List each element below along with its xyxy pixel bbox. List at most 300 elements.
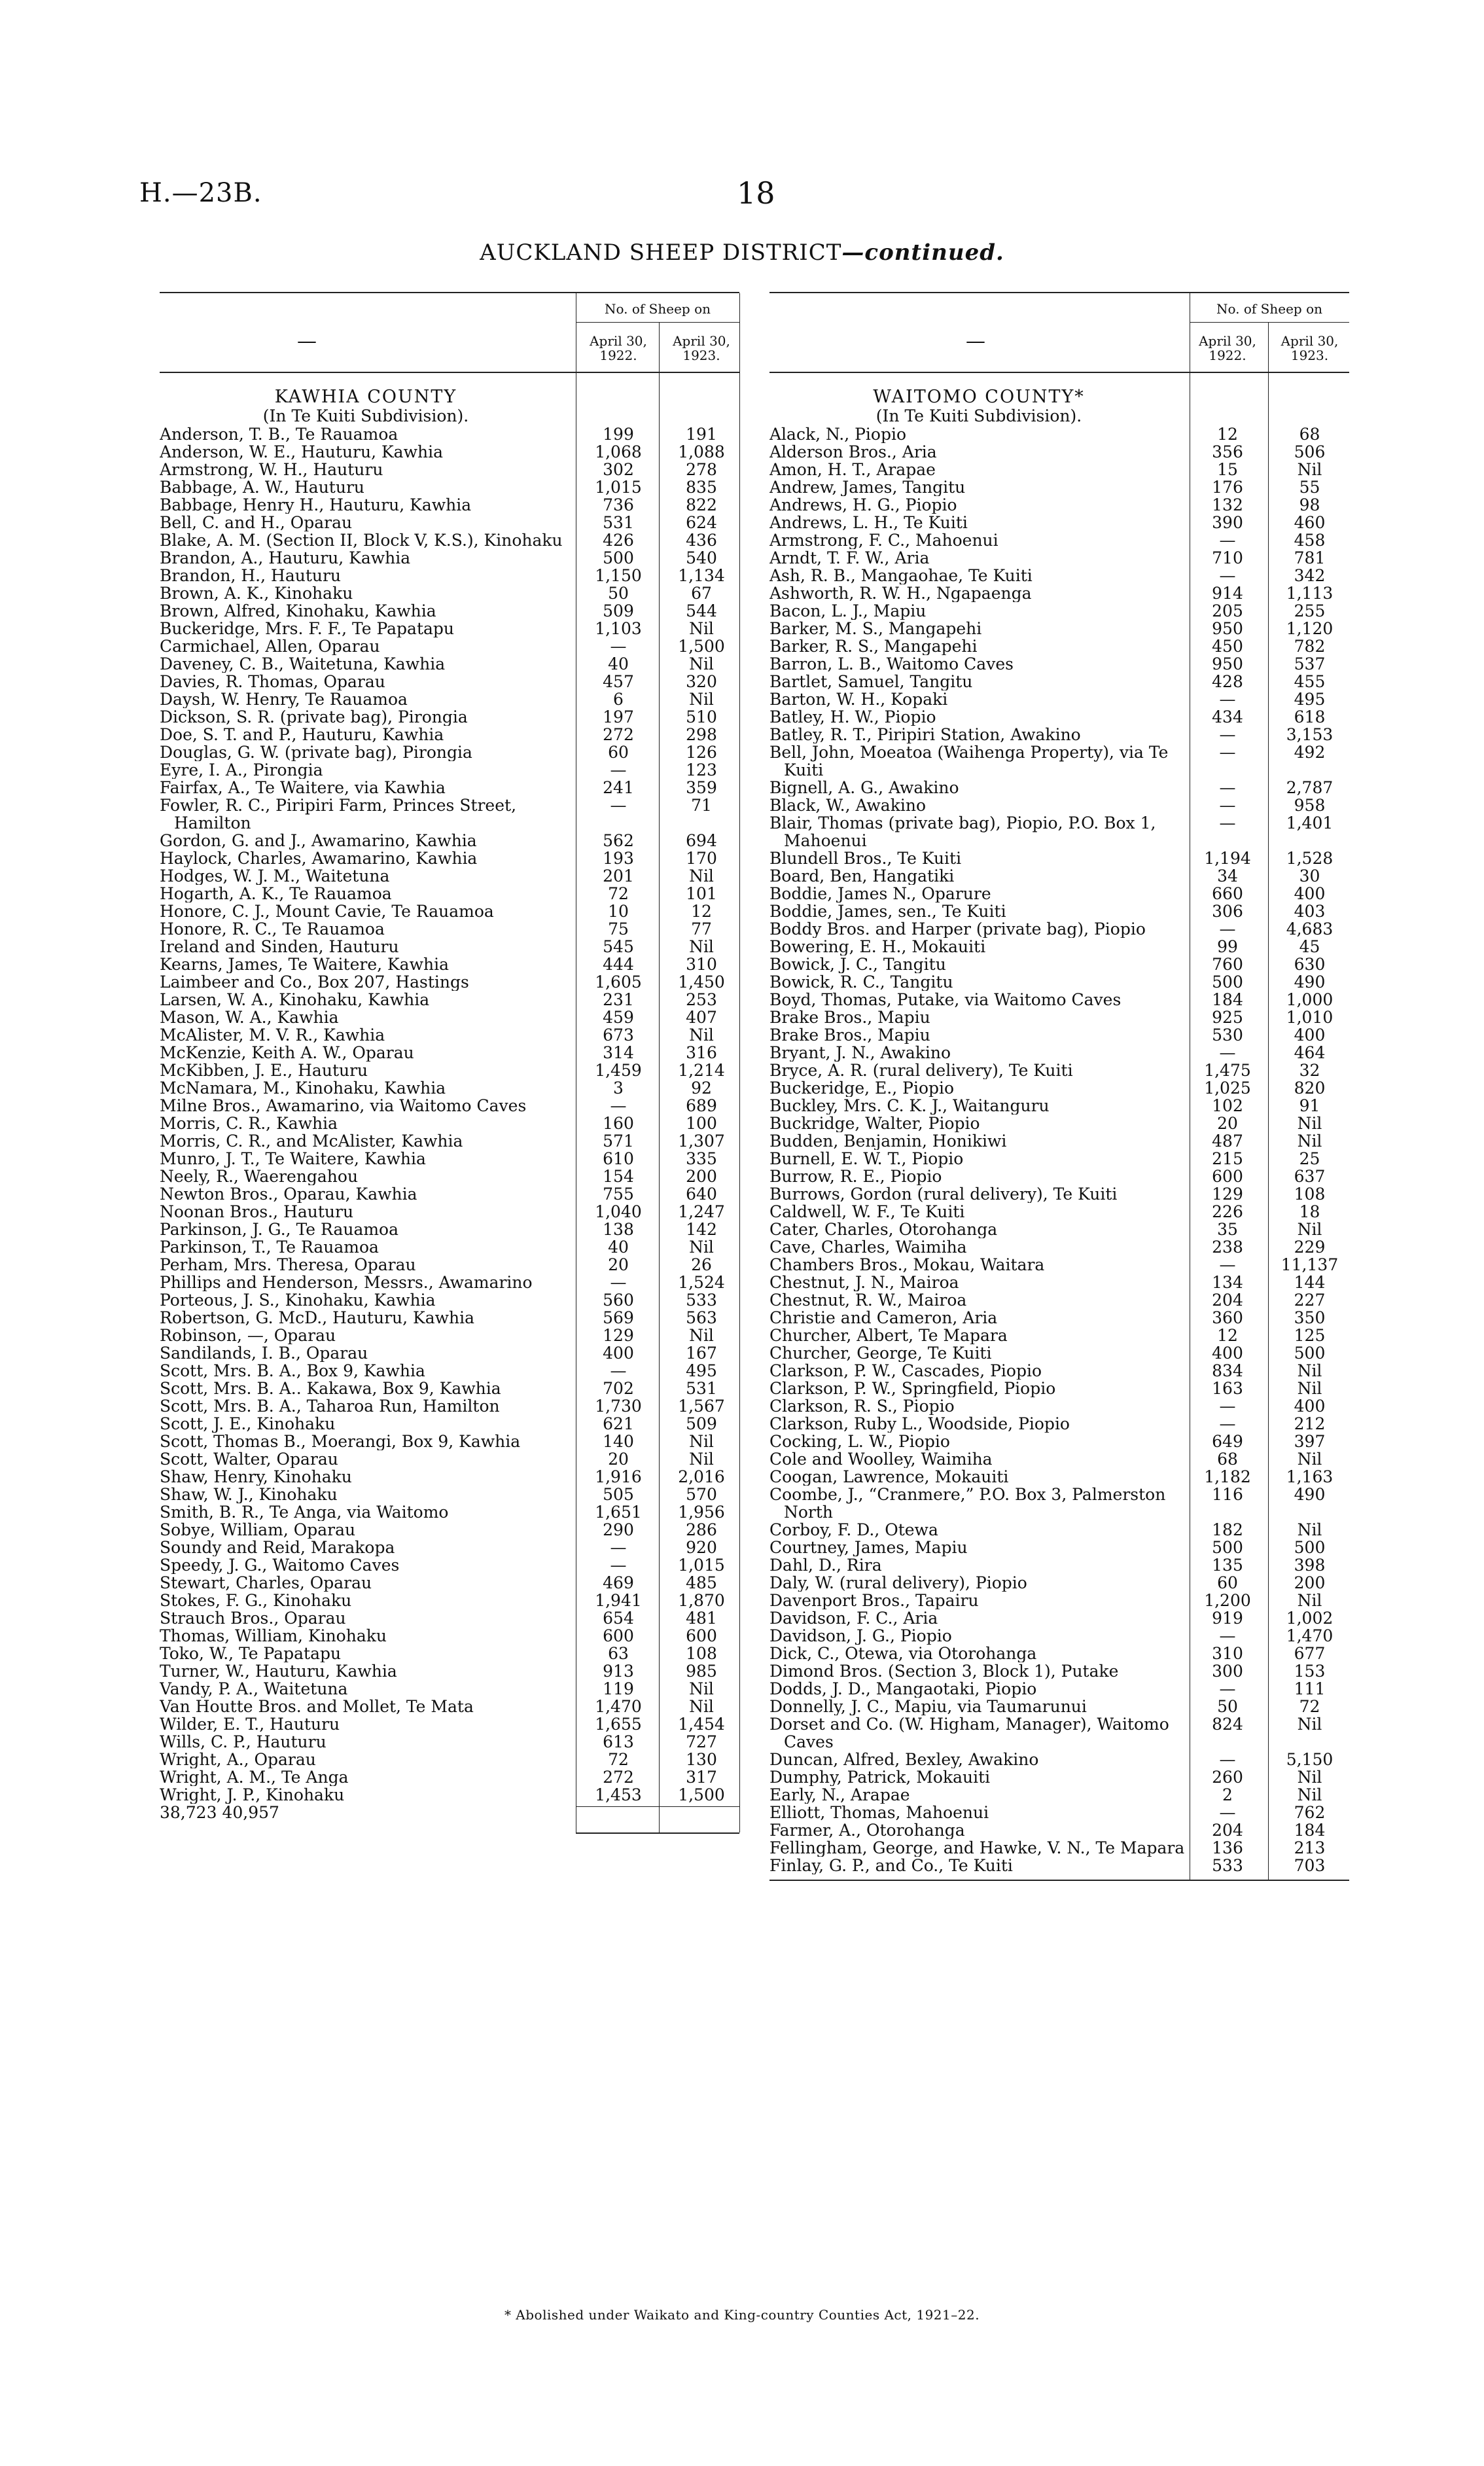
value-1922: 736 <box>603 495 634 514</box>
row-name: Morris, C. R., and McAlister, Kawhia <box>160 1132 463 1150</box>
row-name: Turner, W., Hauturu, Kawhia <box>160 1662 397 1680</box>
value-1922: 2 <box>1222 1785 1233 1804</box>
value-1923: Nil <box>689 1026 714 1045</box>
value-1923: Nil <box>689 619 714 638</box>
row-name: Smith, B. R., Te Anga, via Waitomo <box>160 1503 449 1521</box>
row-name: Boyd, Thomas, Putake, via Waitomo Caves <box>769 991 1122 1009</box>
value-1923: 25 <box>1299 1149 1320 1168</box>
left-section-subtitle: (In Te Kuiti Subdivision). <box>262 406 469 425</box>
table-row <box>160 443 739 461</box>
row-name: Vandy, P. A., Waitetuna <box>160 1680 348 1698</box>
row-name: Anderson, W. E., Hauturu, Kawhia <box>160 443 443 461</box>
value-1922: 197 <box>603 707 634 726</box>
table-row <box>160 549 739 567</box>
value-1923: 1,088 <box>678 442 725 461</box>
row-name: Haylock, Charles, Awamarino, Kawhia <box>160 849 478 867</box>
value-1923: 537 <box>1294 654 1326 673</box>
table-row <box>769 726 1349 743</box>
value-1923: 1,528 <box>1286 849 1334 868</box>
table-row <box>769 1468 1349 1486</box>
table-row <box>769 1857 1349 1874</box>
row-name: Robinson, —, Oparau <box>160 1327 336 1344</box>
value-1922: 119 <box>603 1679 634 1698</box>
table-row <box>160 514 739 531</box>
value-1923: 1,002 <box>1286 1609 1334 1628</box>
value-1923: 184 <box>1294 1821 1326 1840</box>
table-row <box>769 425 1349 443</box>
value-1923: 11,137 <box>1281 1255 1339 1274</box>
row-name: Hodges, W. J. M., Waitetuna <box>160 867 390 885</box>
value-1923: 600 <box>686 1626 717 1645</box>
table-row <box>769 637 1349 655</box>
value-1922: 571 <box>603 1132 634 1151</box>
table-row <box>160 1627 739 1645</box>
value-1923: 1,401 <box>1286 813 1334 832</box>
row-name: Carmichael, Allen, Oparau <box>160 637 380 655</box>
value-1923: 1,956 <box>678 1503 725 1522</box>
table-row <box>769 938 1349 956</box>
row-name: Toko, W., Te Papatapu <box>160 1645 342 1662</box>
row-name: Sandilands, I. B., Oparau <box>160 1344 368 1362</box>
table-row <box>160 1344 739 1362</box>
table-row <box>769 514 1349 531</box>
table-row <box>160 1238 739 1256</box>
row-name: Parkinson, T., Te Rauamoa <box>160 1238 379 1256</box>
row-name: Andrews, H. G., Piopio <box>769 496 957 514</box>
value-1923: 400 <box>1294 1397 1326 1416</box>
row-name: Coombe, J., “Cranmere,” P.O. Box 3, Palmerston North <box>769 1486 1166 1521</box>
value-1922: 360 <box>1212 1308 1243 1327</box>
left-divider-3 <box>739 293 740 1832</box>
table-row <box>769 655 1349 673</box>
value-1923: 30 <box>1299 867 1320 885</box>
left-total-row <box>160 1804 739 1832</box>
left-header-dash: — <box>297 330 317 353</box>
value-1922: 600 <box>603 1626 634 1645</box>
value-1922: 50 <box>1217 1697 1238 1716</box>
value-1922: 1,200 <box>1204 1591 1251 1610</box>
row-name: Christie and Cameron, Aria <box>769 1309 998 1327</box>
table-row <box>160 779 739 796</box>
value-1923: 26 <box>691 1255 712 1274</box>
value-1922: 1,025 <box>1204 1079 1251 1098</box>
value-1923: 359 <box>686 778 717 797</box>
value-1923: 227 <box>1294 1291 1326 1310</box>
table-row <box>160 690 739 708</box>
value-1923: 71 <box>691 796 712 815</box>
value-1922: 72 <box>608 884 629 903</box>
row-name: Eyre, I. A., Pirongia <box>160 761 323 779</box>
table-row <box>769 1044 1349 1062</box>
value-1923: 108 <box>686 1644 717 1663</box>
value-1923: 1,015 <box>678 1556 725 1575</box>
value-1923: 618 <box>1294 707 1326 726</box>
value-1922: 1,941 <box>595 1591 642 1610</box>
value-1922: 755 <box>603 1185 634 1204</box>
left-header-no-of-sheep: No. of Sheep on <box>604 301 711 317</box>
row-name: Bowering, E. H., Mokauiti <box>769 938 986 956</box>
table-row <box>769 1768 1349 1786</box>
value-1923: 677 <box>1294 1644 1326 1663</box>
table-row <box>160 1786 739 1804</box>
row-name: Honore, R. C., Te Rauamoa <box>160 920 385 938</box>
value-1922: 428 <box>1212 672 1243 691</box>
table-row <box>160 1574 739 1592</box>
table-row <box>160 620 739 637</box>
left-total-1922: 38,723 <box>160 1803 217 1822</box>
value-1923: 1,470 <box>1286 1626 1334 1645</box>
value-1922: 35 <box>1217 1220 1238 1239</box>
value-1923: 100 <box>686 1114 717 1133</box>
table-row <box>160 849 739 867</box>
value-1923: 253 <box>686 990 717 1009</box>
row-name: Gordon, G. and J., Awamarino, Kawhia <box>160 832 477 849</box>
table-row <box>769 1698 1349 1715</box>
value-1922: 260 <box>1212 1768 1243 1787</box>
value-1923: 1,000 <box>1286 990 1334 1009</box>
row-name: Early, N., Arapae <box>769 1786 910 1804</box>
value-1922: 487 <box>1212 1132 1243 1151</box>
right-column-header <box>769 295 1349 373</box>
table-row <box>769 1168 1349 1185</box>
row-name: Buckley, Mrs. C. K. J., Waitanguru <box>769 1097 1050 1115</box>
row-name: Phillips and Henderson, Messrs., Awamarino <box>160 1274 533 1291</box>
value-1923: 782 <box>1294 637 1326 656</box>
row-name: Blundell Bros., Te Kuiti <box>769 849 962 867</box>
row-name: Strauch Bros., Oparau <box>160 1609 346 1627</box>
row-name: McNamara, M., Kinohaku, Kawhia <box>160 1079 446 1097</box>
table-row <box>769 849 1349 867</box>
value-1922: 531 <box>603 513 634 532</box>
value-1922: 400 <box>1212 1344 1243 1363</box>
table-row <box>160 602 739 620</box>
row-name: Mason, W. A., Kawhia <box>160 1009 339 1026</box>
value-1923: 1,500 <box>678 637 725 656</box>
value-1923: 45 <box>1299 937 1320 956</box>
value-1923: 464 <box>1294 1043 1326 1062</box>
table-row <box>160 1698 739 1715</box>
value-1923: 694 <box>686 831 717 850</box>
value-1923: 1,010 <box>1286 1008 1334 1027</box>
value-1923: 125 <box>1294 1326 1326 1345</box>
value-1923: 400 <box>1294 884 1326 903</box>
row-name: Honore, C. J., Mount Cavie, Te Rauamoa <box>160 902 494 920</box>
table-row <box>769 1786 1349 1804</box>
row-name: Anderson, T. B., Te Rauamoa <box>160 425 398 443</box>
value-1923: Nil <box>689 1326 714 1345</box>
table-row <box>160 1309 739 1327</box>
row-name: Dimond Bros. (Section 3, Block 1), Putake <box>769 1662 1119 1680</box>
value-1923: Nil <box>1297 1114 1322 1133</box>
table-row <box>769 973 1349 991</box>
top-rule-right <box>769 292 1349 293</box>
value-1923: Nil <box>1297 460 1322 479</box>
value-1923: 492 <box>1294 743 1326 762</box>
row-name: Bryce, A. R. (rural delivery), Te Kuiti <box>769 1062 1073 1079</box>
value-1923: 101 <box>686 884 717 903</box>
table-row <box>769 443 1349 461</box>
value-1922: 505 <box>603 1485 634 1504</box>
table-row <box>160 1185 739 1203</box>
table-row <box>769 796 1349 814</box>
table-row <box>769 690 1349 708</box>
value-1922: — <box>1219 813 1236 832</box>
value-1922: 50 <box>608 584 629 603</box>
value-1922: 300 <box>1212 1662 1243 1681</box>
table-row <box>160 425 739 443</box>
row-name: Shaw, W. J., Kinohaku <box>160 1486 338 1503</box>
value-1923: 1,454 <box>678 1715 725 1734</box>
table-row <box>160 1291 739 1309</box>
value-1923: 191 <box>686 425 717 444</box>
value-1923: 689 <box>686 1096 717 1115</box>
page-title <box>0 240 1484 266</box>
table-row <box>160 1397 739 1415</box>
value-1923: 630 <box>1294 955 1326 974</box>
table-row <box>160 1380 739 1397</box>
row-name: Daveney, C. B., Waitetuna, Kawhia <box>160 655 446 673</box>
right-divider-2 <box>1268 322 1269 1880</box>
table-row <box>160 1115 739 1132</box>
row-name: Armstrong, F. C., Mahoenui <box>769 531 998 549</box>
row-name: Wills, C. P., Hauturu <box>160 1733 327 1751</box>
value-1923: 298 <box>686 725 717 744</box>
value-1922: 34 <box>1217 867 1238 885</box>
table-row <box>160 567 739 584</box>
row-name: Boddy Bros. and Harper (private bag), Piopio <box>769 920 1146 938</box>
value-1923: 920 <box>686 1538 717 1557</box>
row-name: Davenport Bros., Tapairu <box>769 1592 979 1609</box>
row-name: Cocking, L. W., Piopio <box>769 1433 950 1450</box>
row-name: Brandon, H., Hauturu <box>160 567 342 584</box>
row-name: Churcher, Albert, Te Mapara <box>769 1327 1008 1344</box>
value-1923: 510 <box>686 707 717 726</box>
row-name: Burnell, E. W. T., Piopio <box>769 1150 964 1168</box>
table-row <box>769 461 1349 478</box>
value-1922: 1,655 <box>595 1715 642 1734</box>
value-1923: Nil <box>689 1238 714 1257</box>
value-1922: 201 <box>603 867 634 885</box>
row-name: Burrow, R. E., Piopio <box>769 1168 942 1185</box>
table-row <box>769 1115 1349 1132</box>
value-1923: 2,016 <box>678 1467 725 1486</box>
table-row <box>769 1804 1349 1821</box>
row-name: Perham, Mrs. Theresa, Oparau <box>160 1256 416 1274</box>
value-1923: 317 <box>686 1768 717 1787</box>
value-1922: 176 <box>1212 478 1243 497</box>
value-1923: 212 <box>1294 1414 1326 1433</box>
value-1922: 760 <box>1212 955 1243 974</box>
row-name: Douglas, G. W. (private bag), Pirongia <box>160 743 472 761</box>
value-1923: 481 <box>686 1609 717 1628</box>
value-1922: 1,459 <box>595 1061 642 1080</box>
row-name: Wright, J. P., Kinohaku <box>160 1786 345 1804</box>
value-1923: 509 <box>686 1414 717 1433</box>
value-1922: 116 <box>1212 1485 1243 1504</box>
row-name: Wright, A. M., Te Anga <box>160 1768 349 1786</box>
value-1923: 762 <box>1294 1803 1326 1822</box>
table-row <box>160 1026 739 1044</box>
table-row <box>160 1362 739 1380</box>
value-1922: 204 <box>1212 1291 1243 1310</box>
row-name: Daysh, W. Henry, Te Rauamoa <box>160 690 408 708</box>
row-name: Wright, A., Oparau <box>160 1751 316 1768</box>
page-number: 18 <box>737 175 775 211</box>
table-row <box>160 1609 739 1627</box>
value-1922: 400 <box>603 1344 634 1363</box>
table-row <box>769 1609 1349 1627</box>
right-section-title: WAITOMO COUNTY* <box>873 387 1085 407</box>
value-1923: Nil <box>1297 1132 1322 1151</box>
value-1922: — <box>1219 690 1236 709</box>
value-1922: 1,015 <box>595 478 642 497</box>
value-1923: 153 <box>1294 1662 1326 1681</box>
waitomo-table <box>769 295 1349 1874</box>
table-row <box>769 602 1349 620</box>
table-row <box>769 1556 1349 1574</box>
table-row <box>160 1415 739 1433</box>
table-row <box>160 496 739 514</box>
value-1922: 390 <box>1212 513 1243 532</box>
value-1923: 820 <box>1294 1079 1326 1098</box>
row-name: Brandon, A., Hauturu, Kawhia <box>160 549 411 567</box>
table-row <box>160 1592 739 1609</box>
value-1922: — <box>1219 1803 1236 1822</box>
value-1922: 129 <box>1212 1185 1243 1204</box>
table-row <box>160 920 739 938</box>
table-row <box>160 1256 739 1274</box>
row-name: Buckeridge, Mrs. F. F., Te Papatapu <box>160 620 455 637</box>
value-1922: 613 <box>603 1732 634 1751</box>
row-name: Andrew, James, Tangitu <box>769 478 966 496</box>
value-1922: 649 <box>1212 1432 1243 1451</box>
value-1922: 306 <box>1212 902 1243 921</box>
row-name: Clarkson, R. S., Piopio <box>769 1397 955 1415</box>
row-name: Boddie, James, sen., Te Kuiti <box>769 902 1006 920</box>
value-1922: 610 <box>603 1149 634 1168</box>
table-row <box>769 1291 1349 1309</box>
left-total-1923: 40,957 <box>222 1803 279 1822</box>
value-1922: 1,916 <box>595 1467 642 1486</box>
value-1922: 654 <box>603 1609 634 1628</box>
row-name: Dodds, J. D., Mangaotaki, Piopio <box>769 1680 1037 1698</box>
table-row <box>769 1344 1349 1362</box>
right-rows <box>769 425 1349 1874</box>
value-1923: 1,500 <box>678 1785 725 1804</box>
value-1922: 310 <box>1212 1644 1243 1663</box>
value-1922: 1,475 <box>1204 1061 1251 1080</box>
value-1922: — <box>1219 743 1236 762</box>
value-1923: 533 <box>686 1291 717 1310</box>
row-name: Larsen, W. A., Kinohaku, Kawhia <box>160 991 430 1009</box>
row-name: Caldwell, W. F., Te Kuiti <box>769 1203 965 1221</box>
value-1923: 2,787 <box>1286 778 1334 797</box>
value-1923: 5,150 <box>1286 1750 1334 1769</box>
table-row <box>160 991 739 1009</box>
table-row <box>769 708 1349 726</box>
value-1922: 600 <box>1212 1167 1243 1186</box>
row-name: Cater, Charles, Otorohanga <box>769 1221 998 1238</box>
value-1923: 1,214 <box>678 1061 725 1080</box>
value-1923: 460 <box>1294 513 1326 532</box>
table-row <box>769 1079 1349 1097</box>
value-1922: 272 <box>603 1768 634 1787</box>
row-name: Scott, J. E., Kinohaku <box>160 1415 336 1433</box>
row-name: Elliott, Thomas, Mahoenui <box>769 1804 989 1821</box>
row-name: Babbage, A. W., Hauturu <box>160 478 365 496</box>
value-1922: — <box>1219 1679 1236 1698</box>
row-name: Coogan, Lawrence, Mokauiti <box>769 1468 1009 1486</box>
table-row <box>160 1556 739 1574</box>
value-1923: 200 <box>1294 1573 1326 1592</box>
value-1922: 60 <box>608 743 629 762</box>
row-name: Bartlet, Samuel, Tangitu <box>769 673 973 690</box>
value-1923: 822 <box>686 495 717 514</box>
value-1922: 154 <box>603 1167 634 1186</box>
value-1922: — <box>1219 778 1236 797</box>
value-1923: 335 <box>686 1149 717 1168</box>
value-1923: 255 <box>1294 601 1326 620</box>
value-1923: 1,247 <box>678 1202 725 1221</box>
value-1923: Nil <box>1297 1715 1322 1734</box>
value-1922: 834 <box>1212 1361 1243 1380</box>
table-row <box>160 1079 739 1097</box>
page-ref: H.—23B. <box>139 178 262 208</box>
table-row <box>769 956 1349 973</box>
value-1922: 457 <box>603 672 634 691</box>
value-1922: 129 <box>603 1326 634 1345</box>
value-1923: 111 <box>1294 1679 1326 1698</box>
value-1923: 130 <box>686 1750 717 1769</box>
value-1922: 160 <box>603 1114 634 1133</box>
footnote: * Abolished under Waikato and King-country Counties Act, 1921–22. <box>504 2307 980 2323</box>
row-name: Sobye, William, Oparau <box>160 1521 356 1539</box>
value-1922: 135 <box>1212 1556 1243 1575</box>
value-1922: 1,194 <box>1204 849 1251 868</box>
value-1923: 400 <box>1294 1026 1326 1045</box>
table-row <box>769 1574 1349 1592</box>
value-1923: 142 <box>686 1220 717 1239</box>
value-1923: 397 <box>1294 1432 1326 1451</box>
value-1923: 3,153 <box>1286 725 1334 744</box>
row-name: Dorset and Co. (W. Higham, Manager), Waitomo Caves <box>769 1715 1169 1751</box>
value-1923: 727 <box>686 1732 717 1751</box>
value-1923: Nil <box>1297 1361 1322 1380</box>
value-1922: 241 <box>603 778 634 797</box>
value-1922: 68 <box>1217 1450 1238 1469</box>
row-name: Fairfax, A., Te Waitere, via Kawhia <box>160 779 446 796</box>
value-1922: 134 <box>1212 1273 1243 1292</box>
value-1922: 184 <box>1212 990 1243 1009</box>
value-1923: 637 <box>1294 1167 1326 1186</box>
table-row <box>160 1662 739 1680</box>
table-row <box>769 1221 1349 1238</box>
table-row <box>769 1539 1349 1556</box>
right-section-subtitle: (In Te Kuiti Subdivision). <box>875 406 1082 425</box>
row-name: Scott, Mrs. B. A., Box 9, Kawhia <box>160 1362 425 1380</box>
row-name: Farmer, A., Otorohanga <box>769 1821 965 1839</box>
value-1923: 342 <box>1294 566 1326 585</box>
value-1923: 781 <box>1294 548 1326 567</box>
value-1923: 495 <box>686 1361 717 1380</box>
value-1923: 640 <box>686 1185 717 1204</box>
row-name: Cave, Charles, Waimiha <box>769 1238 967 1256</box>
value-1922: — <box>610 1361 627 1380</box>
table-row <box>769 1150 1349 1168</box>
bottom-rule-right <box>769 1880 1349 1881</box>
value-1923: 398 <box>1294 1556 1326 1575</box>
row-name: Board, Ben, Hangatiki <box>769 867 955 885</box>
